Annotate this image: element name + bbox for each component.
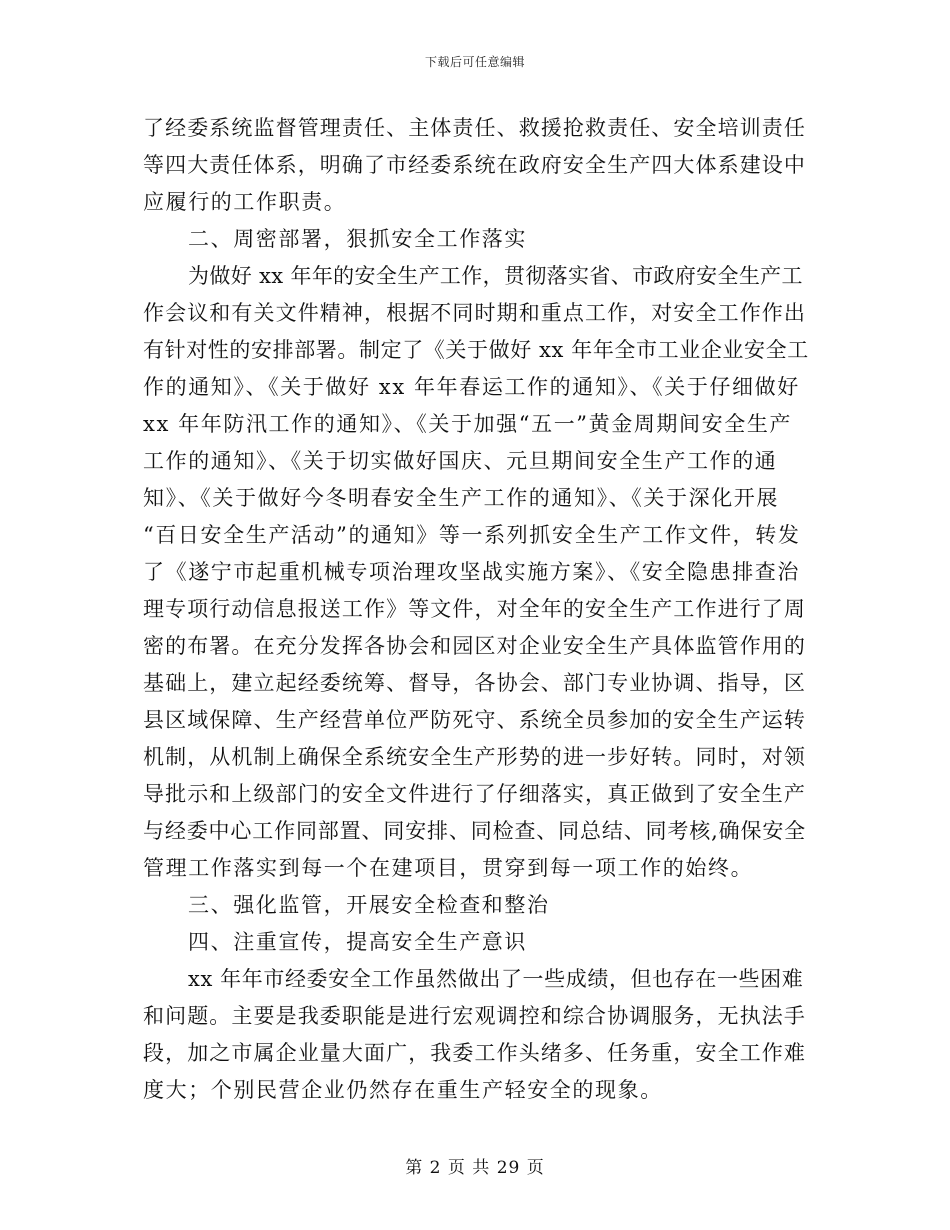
page-footer-suffix: 页 <box>526 1158 545 1178</box>
text-line: 管理工作落实到每一个在建项目，贯穿到每一项工作的始终。 <box>143 856 754 880</box>
text-line: 二、周密部署，狠抓安全工作落实 <box>188 227 527 251</box>
text-line: 机制，从机制上确保全系统安全生产形势的进一步好转。同时，对领 <box>143 745 806 769</box>
text-line: xx 年年市经委安全工作虽然做出了一些成绩，但也存在一些困难 <box>188 967 804 991</box>
text-line: xx 年年防汛工作的通知》、《关于加强“五一”黄金周期间安全生产 <box>143 412 793 436</box>
text-line: “百日安全生产活动”的通知》等一系列抓安全生产工作文件，转发 <box>143 523 801 547</box>
text-line: 为做好 xx 年年的安全生产工作，贯彻落实省、市政府安全生产工 <box>188 264 803 288</box>
text-line: 导批示和上级部门的安全文件进行了仔细落实，真正做到了安全生产 <box>143 782 806 806</box>
page-footer-prefix: 第 <box>405 1158 424 1178</box>
text-line: 和问题。主要是我委职能是进行宏观调控和综合协调服务，无执法手 <box>143 1004 806 1028</box>
text-line: 四、注重宣传，提高安全生产意识 <box>188 930 527 954</box>
text-line: 应履行的工作职责。 <box>143 190 347 214</box>
text-line: 基础上，建立起经委统筹、督导，各协会、部门专业协调、指导，区 <box>143 671 806 695</box>
text-line: 有针对性的安排部署。制定了《关于做好 xx 年年全市工业企业安全工 <box>143 338 809 362</box>
document-body <box>143 110 808 1109</box>
text-line: 与经委中心工作同部置、同安排、同检查、同总结、同考核,确保安全 <box>143 819 807 843</box>
text-line: 段，加之市属企业量大面广，我委工作头绪多、任务重，安全工作难 <box>143 1041 806 1065</box>
text-line: 作的通知》、《关于做好 xx 年年春运工作的通知》、《关于仔细做好 <box>143 375 800 399</box>
text-line: 密的布署。在充分发挥各协会和园区对企业安全生产具体监管作用的 <box>143 634 806 658</box>
text-line: 三、强化监管，开展安全检查和整治 <box>188 893 550 917</box>
page-footer <box>0 1153 950 1178</box>
text-line: 了经委系统监督管理责任、主体责任、救援抢救责任、安全培训责任 <box>143 116 806 140</box>
text-line: 工作的通知》、《关于切实做好国庆、元旦期间安全生产工作的通 <box>143 449 778 473</box>
text-line: 作会议和有关文件精神，根据不同时期和重点工作，对安全工作作出 <box>143 301 806 325</box>
page-footer-middle: 页 共 <box>447 1158 491 1178</box>
page-number: 2 <box>429 1158 442 1178</box>
page-total: 29 <box>496 1158 521 1178</box>
text-line: 了《遂宁市起重机械专项治理攻坚战实施方案》、《安全隐患排查治 <box>143 560 800 584</box>
text-line: 理专项行动信息报送工作》等文件，对全年的安全生产工作进行了周 <box>143 597 806 621</box>
page-header-note: 下载后可任意编辑 <box>424 55 525 69</box>
text-line: 县区域保障、生产经营单位严防死守、系统全员参加的安全生产运转 <box>143 708 806 732</box>
text-line: 度大；个别民营企业仍然存在重生产轻安全的现象。 <box>143 1078 663 1102</box>
text-line: 知》、《关于做好今冬明春安全生产工作的通知》、《关于深化开展 <box>143 486 779 510</box>
text-line: 等四大责任体系，明确了市经委系统在政府安全生产四大体系建设中 <box>143 153 806 177</box>
